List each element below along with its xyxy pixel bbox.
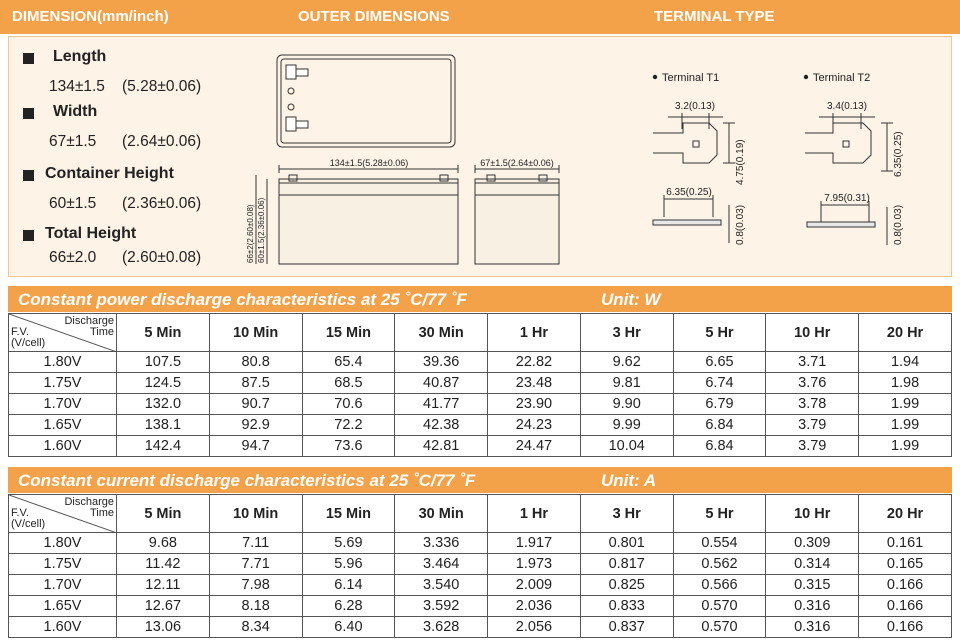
table-cell: 0.316 xyxy=(766,596,859,617)
table-cell: 0.314 xyxy=(766,554,859,575)
battery-side-view xyxy=(475,165,559,264)
table-row xyxy=(9,373,952,394)
table-corner-cell xyxy=(9,495,117,533)
table-cell: 6.40 xyxy=(302,617,395,638)
column-header: 5 Min xyxy=(117,314,210,352)
spec-inch: (2.36±0.06) xyxy=(122,195,202,212)
top-header-bar xyxy=(0,0,960,34)
table-row xyxy=(9,617,952,638)
table-cell: 6.79 xyxy=(673,394,766,415)
table-cell: 10.04 xyxy=(580,436,673,457)
corner-vcell-label: (V/cell) xyxy=(11,337,46,349)
table-cell: 92.9 xyxy=(209,415,302,436)
table-cell: 6.14 xyxy=(302,575,395,596)
table-cell: 65.4 xyxy=(302,352,395,373)
column-header: 30 Min xyxy=(395,495,488,533)
final-voltage-cell: 1.80V xyxy=(9,533,117,554)
table-cell: 22.82 xyxy=(488,352,581,373)
table-cell: 132.0 xyxy=(117,394,210,415)
table-cell: 70.6 xyxy=(302,394,395,415)
table-cell: 94.7 xyxy=(209,436,302,457)
final-voltage-cell: 1.60V xyxy=(9,617,117,638)
final-voltage-cell: 1.75V xyxy=(9,554,117,575)
length-dimension-label: 134±1.5(5.28±0.06) xyxy=(329,158,409,168)
table-cell: 0.161 xyxy=(859,533,952,554)
table-cell: 68.5 xyxy=(302,373,395,394)
current-table-body xyxy=(9,533,952,638)
table-cell: 142.4 xyxy=(117,436,210,457)
table-cell: 5.69 xyxy=(302,533,395,554)
table-cell: 0.566 xyxy=(673,575,766,596)
spec-inch: (2.64±0.06) xyxy=(122,133,202,150)
column-header: 10 Min xyxy=(209,495,302,533)
t2-thickness-label: 0.8(0.03) xyxy=(893,204,904,245)
spec-label: Total Height xyxy=(45,225,137,242)
table-cell: 3.336 xyxy=(395,533,488,554)
column-header: 3 Hr xyxy=(580,495,673,533)
t1-height-label: 4.75(0.19) xyxy=(735,139,746,185)
bullet-icon xyxy=(23,230,34,241)
t2-bottom-width-label: 7.95(0.31) xyxy=(824,193,870,204)
table-cell: 11.42 xyxy=(117,554,210,575)
table-cell: 39.36 xyxy=(395,352,488,373)
table-row xyxy=(9,415,952,436)
table-row xyxy=(9,575,952,596)
t2-top-width-label: 3.4(0.13) xyxy=(826,101,868,112)
t2-height-label: 6.35(0.25) xyxy=(893,131,904,177)
table-cell: 0.837 xyxy=(580,617,673,638)
column-header: 3 Hr xyxy=(580,314,673,352)
table-cell: 42.38 xyxy=(395,415,488,436)
spec-mm: 134±1.5 xyxy=(49,78,105,95)
table-row xyxy=(9,596,952,617)
corner-fv-label: F.V. xyxy=(11,326,29,338)
table-cell: 87.5 xyxy=(209,373,302,394)
corner-vcell-label: (V/cell) xyxy=(11,518,46,530)
power-table-unit: Unit: W xyxy=(601,290,661,309)
t1-top-width-label: 3.2(0.13) xyxy=(674,101,716,112)
table-cell: 24.47 xyxy=(488,436,581,457)
column-header: 30 Min xyxy=(395,314,488,352)
terminal-type-heading: TERMINAL TYPE xyxy=(654,8,775,25)
table-cell: 12.67 xyxy=(117,596,210,617)
column-header: 5 Hr xyxy=(673,314,766,352)
table-row xyxy=(9,352,952,373)
table-cell: 3.78 xyxy=(766,394,859,415)
table-cell: 0.315 xyxy=(766,575,859,596)
final-voltage-cell: 1.65V xyxy=(9,596,117,617)
power-table-body xyxy=(9,352,952,457)
table-cell: 9.68 xyxy=(117,533,210,554)
table-cell: 3.540 xyxy=(395,575,488,596)
table-cell: 138.1 xyxy=(117,415,210,436)
column-header: 1 Hr xyxy=(488,495,581,533)
bullet-icon xyxy=(804,75,808,79)
column-header: 5 Hr xyxy=(673,495,766,533)
column-header: 15 Min xyxy=(302,314,395,352)
column-header: 1 Hr xyxy=(488,314,581,352)
dimension-heading: DIMENSION(mm/inch) xyxy=(12,8,169,25)
spec-inch: (5.28±0.06) xyxy=(122,78,202,95)
terminal-t2-drawing xyxy=(805,113,893,245)
spec-mm: 60±1.5 xyxy=(49,195,97,212)
table-cell: 6.74 xyxy=(673,373,766,394)
table-cell: 0.562 xyxy=(673,554,766,575)
table-cell: 8.34 xyxy=(209,617,302,638)
table-cell: 2.056 xyxy=(488,617,581,638)
total-height-dimension-label: 66±2(2.60±0.08) xyxy=(246,204,255,263)
table-cell: 6.84 xyxy=(673,436,766,457)
spec-label: Container Height xyxy=(45,165,174,182)
table-cell: 3.71 xyxy=(766,352,859,373)
table-cell: 24.23 xyxy=(488,415,581,436)
table-cell: 0.570 xyxy=(673,617,766,638)
bullet-icon xyxy=(653,75,657,79)
column-header: 20 Hr xyxy=(859,314,952,352)
table-cell: 41.77 xyxy=(395,394,488,415)
column-header: 10 Hr xyxy=(766,495,859,533)
power-table-title: Constant power discharge characteristics at 25 ˚C/77 ˚F xyxy=(18,290,467,309)
outer-dimensions-heading: OUTER DIMENSIONS xyxy=(298,8,450,25)
table-cell: 73.6 xyxy=(302,436,395,457)
table-cell: 3.79 xyxy=(766,415,859,436)
current-table-title: Constant current discharge characteristics at 25 ˚C/77 ˚F xyxy=(18,471,476,490)
corner-time-label: Time xyxy=(89,326,114,338)
table-cell: 40.87 xyxy=(395,373,488,394)
power-discharge-table xyxy=(8,313,952,457)
table-cell: 6.28 xyxy=(302,596,395,617)
corner-time-label: Time xyxy=(89,507,114,519)
table-header-row xyxy=(9,314,952,352)
table-cell: 0.309 xyxy=(766,533,859,554)
spec-label: Width xyxy=(53,103,98,120)
spec-mm: 66±2.0 xyxy=(49,249,97,266)
table-cell: 1.98 xyxy=(859,373,952,394)
table-cell: 12.11 xyxy=(117,575,210,596)
corner-discharge-label: Discharge xyxy=(64,496,114,508)
table-cell: 2.036 xyxy=(488,596,581,617)
table-cell: 1.973 xyxy=(488,554,581,575)
table-cell: 9.81 xyxy=(580,373,673,394)
spec-mm: 67±1.5 xyxy=(49,133,97,150)
table-header-row xyxy=(9,495,952,533)
width-dimension-label: 67±1.5(2.64±0.06) xyxy=(480,158,554,168)
table-row xyxy=(9,533,952,554)
corner-fv-label: F.V. xyxy=(11,507,29,519)
table-cell: 3.76 xyxy=(766,373,859,394)
table-cell: 3.464 xyxy=(395,554,488,575)
table-cell: 9.90 xyxy=(580,394,673,415)
column-header: 15 Min xyxy=(302,495,395,533)
t1-bottom-width-label: 6.35(0.25) xyxy=(666,187,712,198)
outer-dimensions-diagram xyxy=(243,45,943,270)
table-cell: 72.2 xyxy=(302,415,395,436)
table-cell: 7.98 xyxy=(209,575,302,596)
table-cell: 2.009 xyxy=(488,575,581,596)
table-cell: 1.917 xyxy=(488,533,581,554)
table-cell: 23.48 xyxy=(488,373,581,394)
final-voltage-cell: 1.70V xyxy=(9,575,117,596)
table-cell: 13.06 xyxy=(117,617,210,638)
table-cell: 1.99 xyxy=(859,436,952,457)
current-table-header xyxy=(8,467,952,493)
table-cell: 0.166 xyxy=(859,596,952,617)
final-voltage-cell: 1.65V xyxy=(9,415,117,436)
table-cell: 6.84 xyxy=(673,415,766,436)
table-cell: 1.99 xyxy=(859,415,952,436)
table-cell: 0.165 xyxy=(859,554,952,575)
table-cell: 80.8 xyxy=(209,352,302,373)
table-cell: 1.99 xyxy=(859,394,952,415)
column-header: 10 Hr xyxy=(766,314,859,352)
bullet-icon xyxy=(23,170,34,181)
bullet-icon xyxy=(23,108,34,119)
terminal-t1-label: Terminal T1 xyxy=(662,72,720,84)
terminal-t1-drawing xyxy=(653,113,735,243)
table-cell: 7.11 xyxy=(209,533,302,554)
table-cell: 0.316 xyxy=(766,617,859,638)
table-cell: 0.833 xyxy=(580,596,673,617)
table-cell: 5.96 xyxy=(302,554,395,575)
corner-discharge-label: Discharge xyxy=(64,315,114,327)
table-cell: 0.817 xyxy=(580,554,673,575)
current-discharge-table xyxy=(8,494,952,638)
table-cell: 8.18 xyxy=(209,596,302,617)
table-cell: 3.628 xyxy=(395,617,488,638)
table-cell: 9.62 xyxy=(580,352,673,373)
table-corner-cell xyxy=(9,314,117,352)
table-cell: 107.5 xyxy=(117,352,210,373)
bullet-icon xyxy=(23,53,34,64)
container-height-dimension-label: 60±1.5(2.36±0.06) xyxy=(257,197,266,263)
table-cell: 0.166 xyxy=(859,575,952,596)
table-cell: 42.81 xyxy=(395,436,488,457)
dimension-panel xyxy=(8,36,952,277)
final-voltage-cell: 1.70V xyxy=(9,394,117,415)
table-cell: 0.570 xyxy=(673,596,766,617)
table-row xyxy=(9,436,952,457)
power-table-header xyxy=(8,286,952,312)
current-table-unit: Unit: A xyxy=(601,471,657,490)
battery-front-view xyxy=(256,165,458,264)
battery-top-view xyxy=(277,55,455,147)
table-cell: 0.825 xyxy=(580,575,673,596)
column-header: 5 Min xyxy=(117,495,210,533)
table-cell: 0.801 xyxy=(580,533,673,554)
final-voltage-cell: 1.60V xyxy=(9,436,117,457)
spec-label: Length xyxy=(53,48,107,65)
terminal-t2-label: Terminal T2 xyxy=(813,72,871,84)
table-cell: 6.65 xyxy=(673,352,766,373)
table-cell: 3.592 xyxy=(395,596,488,617)
table-cell: 9.99 xyxy=(580,415,673,436)
table-cell: 7.71 xyxy=(209,554,302,575)
table-row xyxy=(9,394,952,415)
t1-thickness-label: 0.8(0.03) xyxy=(735,204,746,245)
table-row xyxy=(9,554,952,575)
final-voltage-cell: 1.80V xyxy=(9,352,117,373)
spec-inch: (2.60±0.08) xyxy=(122,249,202,266)
table-cell: 90.7 xyxy=(209,394,302,415)
table-cell: 3.79 xyxy=(766,436,859,457)
column-header: 20 Hr xyxy=(859,495,952,533)
column-header: 10 Min xyxy=(209,314,302,352)
table-cell: 23.90 xyxy=(488,394,581,415)
table-cell: 124.5 xyxy=(117,373,210,394)
table-cell: 1.94 xyxy=(859,352,952,373)
table-cell: 0.554 xyxy=(673,533,766,554)
final-voltage-cell: 1.75V xyxy=(9,373,117,394)
table-cell: 0.166 xyxy=(859,617,952,638)
